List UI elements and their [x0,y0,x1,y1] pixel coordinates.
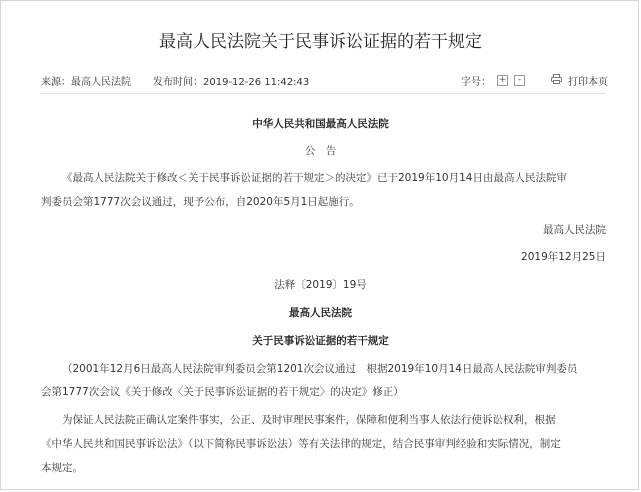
notice-text-line: 《最高人民法院关于修改＜关于民事诉讼证据的若干规定＞的决定》已于2019年10月14日由最高人民法院审 [62,172,567,184]
history-text-line: （2001年12月6日最高人民法院审判委员会第1201次会议通过 根据2019年10月14日最高人民法院审判委员 [62,363,578,375]
court-heading: 最高人民法院 [289,307,352,319]
print-label: 打印本页 [568,77,608,88]
font-size-control [461,73,525,88]
signer: 最高人民法院 [543,224,606,236]
printer-icon [551,74,562,87]
article-title: 最高人民法院关于民事诉讼证据的若干规定 [159,32,482,52]
history-text-line: 会第1777次会议《关于修改〈关于民事诉讼证据的若干规定〉的决定》修正） [41,386,404,398]
font-increase-button[interactable]: + [498,75,507,85]
article-meta [41,73,606,87]
meta-divider [41,93,606,94]
notice-heading: 公 告 [304,145,337,157]
font-decrease-button[interactable]: - [514,75,525,86]
font-size-label: 字号： [461,77,491,88]
preamble-text-line: 为保证人民法院正确认定案件事实，公正、及时审理民事案件，保障和便利当事人依法行使诉讼权利，根据 [62,414,556,426]
preamble-text-line: 本规定。 [41,462,83,474]
rule-heading: 关于民事诉讼证据的若干规定 [252,335,389,347]
notice-text-line: 判委员会第1777次会议通过，现予公布，自2020年5月1日起施行。 [41,196,360,208]
notice-date: 2019年12月25日 [521,251,606,263]
print-page-link[interactable] [551,73,608,88]
source-label: 来源：最高人民法院 [41,77,131,88]
issuer-heading: 中华人民共和国最高人民法院 [252,118,389,130]
preamble-text-line: 《中华人民共和国民事诉讼法》（以下简称民事诉讼法）等有关法律的规定，结合民事审判经验和实际情况，制定 [41,438,561,450]
document-number: 法释〔2019〕19号 [274,279,367,291]
publish-time: 发布时间：2019-12-26 11:42:43 [153,77,310,88]
